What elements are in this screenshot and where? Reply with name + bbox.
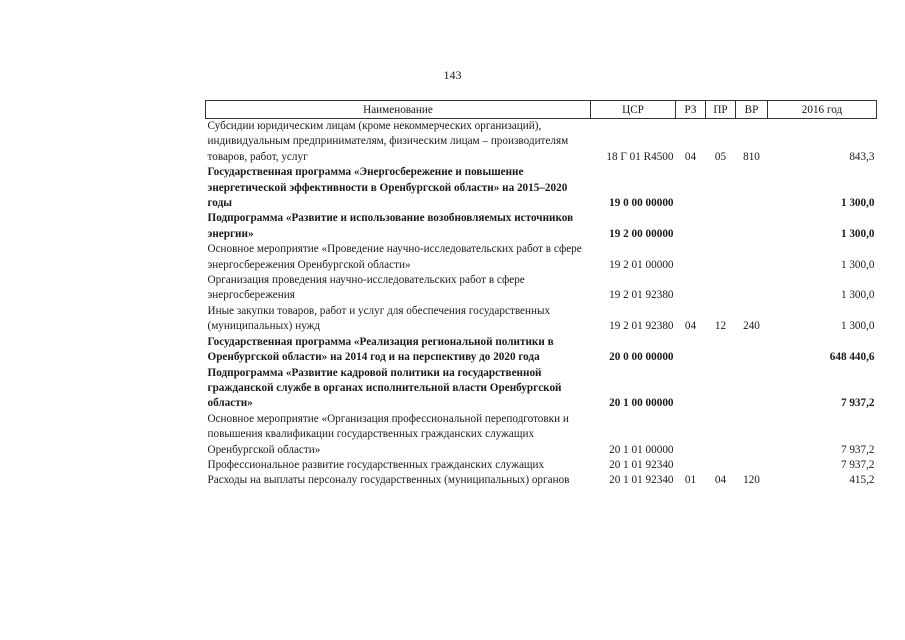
row-vr: 240 (743, 320, 760, 333)
row-name: Иные закупки товаров, работ и услуг для обеспечения государственных (муниципальных) нужд (207, 304, 551, 333)
row-vr: 810 (743, 150, 760, 163)
row-csr: 19 2 01 92380 (609, 320, 674, 333)
row-csr: 20 0 00 00000 (609, 351, 674, 364)
row-csr: 20 1 01 92340 (609, 474, 674, 487)
row-pr (706, 211, 736, 242)
row-name: Профессиональное развитие государственных гражданских служащих (207, 458, 545, 471)
row-pr (706, 366, 736, 412)
row-amount: 1 300,0 (840, 258, 875, 271)
row-pr (706, 335, 736, 366)
row-name: Основное мероприятие «Проведение научно-исследовательских работ в сфере энергосбережения Оренбургской области» (207, 243, 582, 271)
row-pr (706, 242, 736, 273)
header-csr: ЦСР (591, 101, 676, 119)
row-name: Основное мероприятие «Организация профессиональной переподготовки и повышения квалификации государственных гражданских служащих Оренбургской области» (207, 412, 569, 456)
row-rz: 04 (684, 150, 697, 163)
table-row (206, 366, 877, 412)
row-vr (736, 458, 768, 473)
row-rz (676, 165, 706, 211)
row-pr (706, 412, 736, 458)
row-vr (736, 335, 768, 366)
table-header-row (206, 101, 877, 119)
row-name: Расходы на выплаты персоналу государственных (муниципальных) органов (207, 474, 570, 487)
row-pr (706, 165, 736, 211)
header-name: Наименование (206, 101, 591, 119)
row-rz (676, 273, 706, 304)
row-amount: 415,2 (849, 474, 875, 487)
table-row (206, 165, 877, 211)
row-pr (706, 458, 736, 473)
table-row (206, 304, 877, 335)
row-amount: 7 937,2 (840, 397, 875, 410)
row-pr: 12 (714, 320, 727, 333)
row-amount: 648 440,6 (829, 351, 875, 364)
header-rz: РЗ (676, 101, 706, 119)
header-year: 2016 год (768, 101, 877, 119)
header-vr: ВР (736, 101, 768, 119)
row-rz (676, 211, 706, 242)
row-csr: 19 2 01 00000 (609, 258, 674, 271)
table-row (206, 119, 877, 166)
row-csr: 19 0 00 00000 (609, 197, 674, 210)
row-amount: 1 300,0 (840, 227, 875, 240)
row-name: Подпрограмма «Развитие и использование возобновляемых источников энергии» (207, 212, 574, 240)
table-row (206, 412, 877, 458)
row-amount: 7 937,2 (840, 458, 875, 471)
row-rz: 04 (684, 320, 697, 333)
row-name: Субсидии юридическим лицам (кроме некоммерческих организаций), индивидуальным предпринимателям, физическим лицам – производителям товаров, работ, услуг (207, 120, 569, 163)
row-name: Организация проведения научно-исследовательских работ в сфере энергосбережения (207, 274, 525, 302)
row-csr: 19 2 00 00000 (609, 227, 674, 240)
row-amount: 1 300,0 (840, 197, 875, 210)
row-pr (706, 273, 736, 304)
row-name: Государственная программа «Энергосбережение и повышение энергетической эффективности в Оренбургской области» на 2015–2020 годы (207, 166, 568, 210)
row-rz (676, 458, 706, 473)
row-vr (736, 366, 768, 412)
table-row (206, 242, 877, 273)
header-pr: ПР (706, 101, 736, 119)
table-row (206, 458, 877, 473)
table-row (206, 473, 877, 488)
page-number: 143 (443, 68, 462, 82)
table-row (206, 211, 877, 242)
budget-table (205, 100, 877, 489)
row-vr (736, 412, 768, 458)
row-csr: 20 1 01 00000 (609, 443, 674, 456)
row-vr (736, 273, 768, 304)
row-amount: 843,3 (849, 150, 875, 163)
row-rz (676, 335, 706, 366)
row-amount: 1 300,0 (840, 289, 875, 302)
row-name: Подпрограмма «Развитие кадровой политики на государственной гражданской службе в органах исполнительной власти Оренбургской области» (207, 366, 562, 410)
row-vr (736, 165, 768, 211)
row-vr: 120 (743, 474, 760, 487)
row-pr: 04 (714, 474, 727, 487)
table-row (206, 335, 877, 366)
row-rz (676, 242, 706, 273)
table-row (206, 273, 877, 304)
row-rz (676, 366, 706, 412)
row-csr: 20 1 00 00000 (609, 397, 674, 410)
row-rz: 01 (684, 474, 697, 487)
row-pr: 05 (714, 150, 727, 163)
row-amount: 1 300,0 (840, 320, 875, 333)
row-csr: 19 2 01 92380 (609, 289, 674, 302)
row-name: Государственная программа «Реализация региональной политики в Оренбургской области» на 2014 год и на перспективу до 2020 года (207, 335, 554, 364)
row-csr: 18 Г 01 R4500 (606, 150, 674, 163)
row-amount: 7 937,2 (840, 443, 875, 456)
row-csr: 20 1 01 92340 (609, 458, 674, 471)
row-vr (736, 211, 768, 242)
row-rz (676, 412, 706, 458)
row-vr (736, 242, 768, 273)
